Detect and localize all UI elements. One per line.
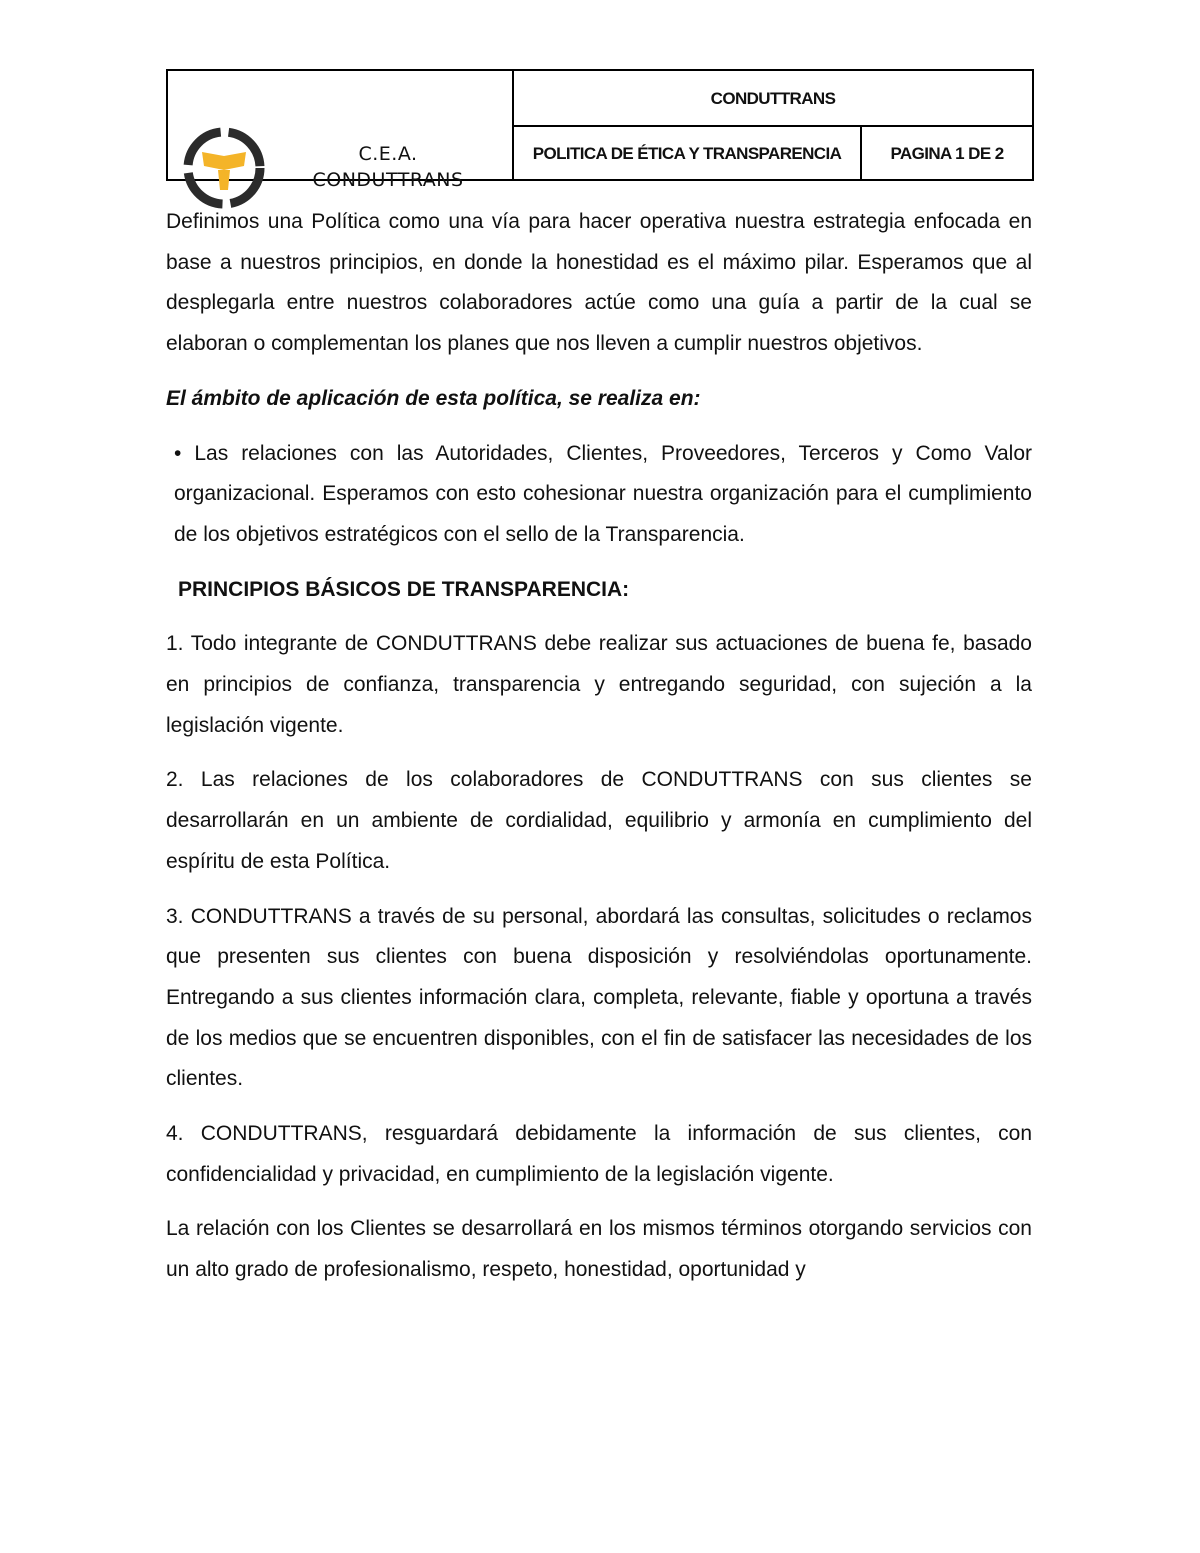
scope-heading: El ámbito de aplicación de esta política, se realiza en: <box>166 386 701 410</box>
principle-item: 2. Las relaciones de los colaboradores de CONDUTTRANS con sus clientes se desarrollarán en un ambiente de cordialidad, equilibrio y armonía en cumplimiento del espíritu de esta Política. <box>166 768 1032 873</box>
principle-item: 4. CONDUTTRANS, resguardará debidamente la información de sus clientes, con confidencialidad y privacidad, en cumplimiento de la legislación vigente. <box>166 1122 1032 1186</box>
logo-cell <box>168 71 514 191</box>
document-header <box>166 69 1034 191</box>
conduttrans-logo-icon <box>182 126 266 210</box>
principles-heading: PRINCIPIOS BÁSICOS DE TRANSPARENCIA: <box>178 577 630 601</box>
principle-item: 1. Todo integrante de CONDUTTRANS debe realizar sus actuaciones de buena fe, basado en principios de confianza, transparencia y entregando seguridad, con sujeción a la legislación vigente. <box>166 632 1032 737</box>
intro-paragraph: Definimos una Política como una vía para hacer operativa nuestra estrategia enfocada en base a nuestros principios, en donde la honestidad es el máximo pilar. Esperamos que al desplegarla entre nuestros colaboradores actúe como una guía a partir de la cual se elaboran o complementan los planes que nos lleven a cumplir nuestros objetivos. <box>166 210 1032 356</box>
document-body <box>166 202 1032 1305</box>
closing-paragraph: La relación con los Clientes se desarrollará en los mismos términos otorgando servicios con un alto grado de profesionalismo, respeto, honestidad, oportunidad y <box>166 1217 1032 1282</box>
company-name: CONDUTTRANS <box>514 71 1032 127</box>
logo-text: C.E.A. CONDUTTRANS <box>312 143 464 191</box>
principle-item: 3. CONDUTTRANS a través de su personal, abordará las consultas, solicitudes o reclamos que presenten sus clientes con buena disposición y resolviéndolas oportunamente. Entregando a sus clientes información clara, completa, relevante, fiable y oportuna a través de los medios que se encuentren disponibles, con el fin de satisfacer las necesidades de los clientes. <box>166 904 1032 1091</box>
policy-title: POLITICA DE ÉTICA Y TRANSPARENCIA <box>514 127 862 179</box>
scope-bullet: • Las relaciones con las Autoridades, Clientes, Proveedores, Terceros y Como Valor organizacional. Esperamos con esto cohesionar nuestra organización para el cumplimiento de los objetivos estratégicos con el sello de la Transparencia. <box>174 441 1032 546</box>
page-number: PAGINA 1 DE 2 <box>890 143 1004 163</box>
